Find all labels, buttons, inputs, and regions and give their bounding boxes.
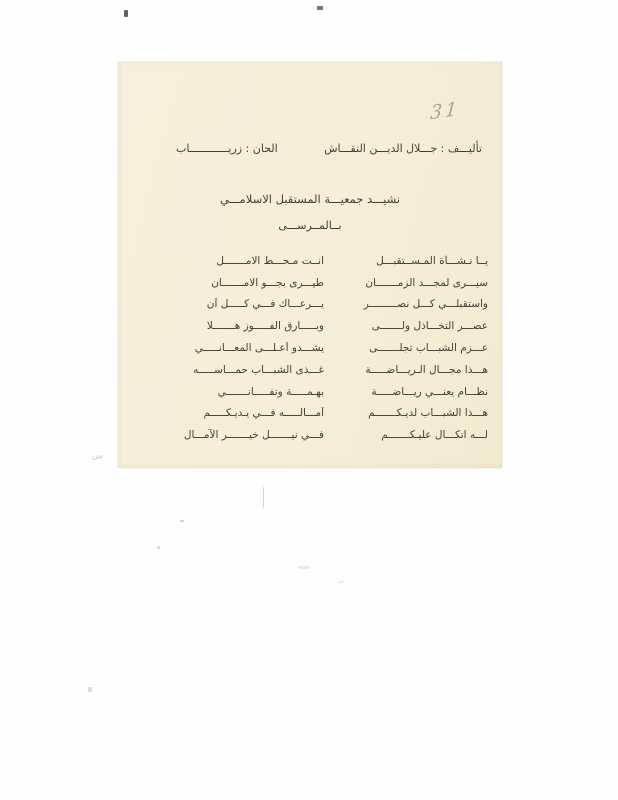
verse-line	[166, 315, 488, 337]
scan-speck	[180, 520, 184, 522]
verse-line	[166, 359, 488, 381]
scan-speck	[88, 687, 92, 692]
verse-line	[166, 294, 488, 316]
verse-line	[166, 424, 488, 446]
paper-sheet	[118, 62, 502, 468]
hemistich-right: هـــذا مجـــال الـريـــاضـــــة	[365, 363, 488, 376]
verse-line	[166, 403, 488, 425]
scan-speck	[338, 581, 344, 583]
document-title: نشيـــد جمعيـــة المستقبل الاسلامـــي	[219, 192, 401, 206]
hemistich-right: سيـــرى لمجـــد الزمـــــــان	[365, 276, 488, 289]
composer-credit: الحان : زريــــــــــــاب	[176, 142, 278, 155]
hemistich-right: عصـــر التخـــاذل ولـــــــى	[371, 320, 488, 333]
document-subtitle: بــالمــرســـى	[278, 219, 342, 232]
hemistich-left: يـــرعـــاك فـــي كـــــل آن	[206, 298, 324, 311]
hemistich-left: انــت مـحـــط الامـــــــل	[216, 254, 324, 267]
pencil-scribble: س	[91, 450, 104, 462]
author-credit: تأليـــف : جـــلال الديـــن النقـــاش	[324, 142, 482, 155]
hemistich-right: هـــذا الشبـــاب لديـكـــــــم	[368, 407, 488, 420]
hemistich-right: واستقبلـــي كـــل نصـــــــــر	[363, 298, 488, 311]
hemistich-right: عـــزم الشبـــاب تجلـــــــى	[369, 342, 488, 355]
hemistich-right: لـــه اتكـــال عليـكـــــــم	[381, 429, 488, 442]
title-block	[118, 192, 502, 232]
scan-speck	[157, 546, 160, 549]
hemistich-left: فـــي نيـــــــل خيـــــــر الآمـــال	[183, 429, 324, 442]
hemistich-left: غـــذى الشبـــاب حمـــاســـــه	[193, 363, 324, 376]
verse-line	[166, 250, 488, 272]
scan-speck	[317, 6, 323, 10]
hemistich-left: بهـمـــــة وتفـــــانـــــــي	[217, 385, 324, 398]
verse-line	[166, 337, 488, 359]
hemistich-right: نظـــام يعنـــي ريـــاضـــــة	[371, 385, 488, 398]
verse-line	[166, 381, 488, 403]
hemistich-left: وبـــــارق الفـــــوز هـــــــلا	[206, 320, 324, 333]
hemistich-left: طيـــرى بجـــو الامـــــــان	[211, 276, 324, 289]
scan-speck	[298, 566, 309, 569]
scan-speck	[263, 487, 264, 508]
verse-line	[166, 272, 488, 294]
pencil-page-number: 31	[429, 97, 461, 125]
hemistich-left: يشـــدو أعـلـــى المعـــانـــــي	[194, 342, 324, 355]
hemistich-left: آمـــالـــــه فـــي يـديـكـــــم	[203, 407, 324, 420]
hemistich-right: يــا نـشـــأة المـســتقبـــل	[376, 254, 488, 267]
poem-body	[166, 250, 488, 446]
scan-speck	[124, 10, 128, 17]
